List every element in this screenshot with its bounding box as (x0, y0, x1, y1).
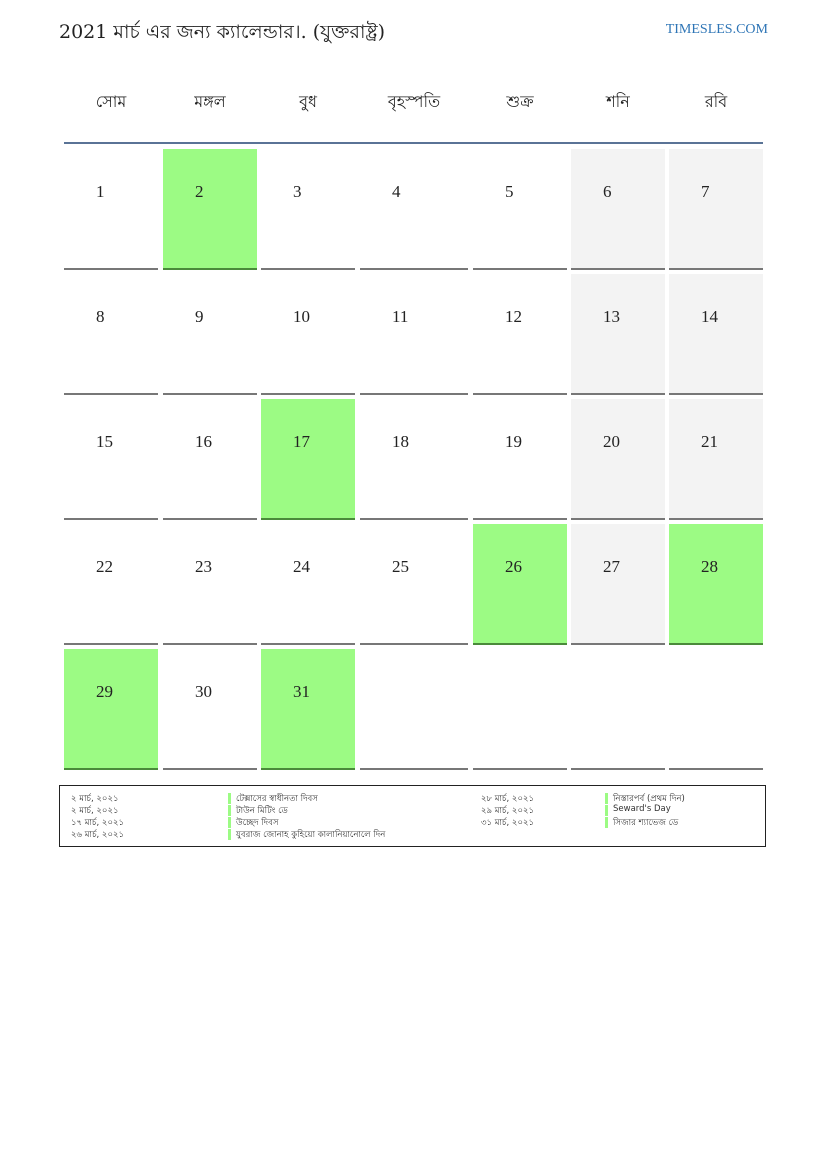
day-number: 25 (392, 557, 409, 576)
day-number: 19 (505, 432, 522, 451)
empty-day-cell (473, 649, 567, 770)
day-cell[interactable] (261, 649, 355, 770)
day-number: 21 (701, 432, 718, 451)
day-cell[interactable] (571, 399, 665, 520)
holiday-marker (605, 817, 608, 828)
day-number: 6 (603, 182, 612, 201)
day-number: 17 (293, 432, 310, 451)
day-cell[interactable] (261, 524, 355, 645)
day-number: 2 (195, 182, 204, 201)
day-cell[interactable] (571, 524, 665, 645)
day-number: 9 (195, 307, 204, 326)
holiday-name: টাউন মিটিং ডে (236, 806, 288, 816)
day-number: 5 (505, 182, 514, 201)
holiday-date: ২৮ মার্চ, ২০২১ (481, 794, 535, 804)
weekday-label: মঙ্গল (194, 92, 226, 111)
day-number: 1 (96, 182, 105, 201)
day-cell[interactable] (64, 149, 158, 270)
holiday-date: ২ মার্চ, ২০২১ (71, 794, 119, 804)
holiday-date: ২৯ মার্চ, ২০২১ (481, 806, 535, 816)
day-number: 4 (392, 182, 401, 201)
holiday-name: উচ্ছেদ দিবস (236, 818, 279, 828)
day-cell[interactable] (473, 149, 567, 270)
day-number: 16 (195, 432, 212, 451)
day-number: 30 (195, 682, 212, 701)
holiday-date: ২৬ মার্চ, ২০২১ (71, 830, 125, 840)
weekday-label: বুধ (299, 92, 317, 111)
day-number: 31 (293, 682, 310, 701)
day-number: 26 (505, 557, 522, 576)
day-cell[interactable] (163, 649, 257, 770)
day-number: 13 (603, 307, 620, 326)
day-number: 10 (293, 307, 310, 326)
day-number: 20 (603, 432, 620, 451)
weekday-label: শনি (606, 92, 630, 111)
day-cell[interactable] (261, 399, 355, 520)
day-cell[interactable] (261, 149, 355, 270)
day-number: 22 (96, 557, 113, 576)
day-number: 23 (195, 557, 212, 576)
site-link[interactable]: TIMESLES.COM (665, 22, 768, 37)
holiday-date: ২ মার্চ, ২০২১ (71, 806, 119, 816)
day-cell[interactable] (669, 399, 763, 520)
day-cell[interactable] (163, 274, 257, 395)
day-cell[interactable] (64, 274, 158, 395)
day-number: 14 (701, 307, 718, 326)
holiday-name: যুবরাজ জোনাহ কুহিয়ো কালানিয়ানোলে দিন (236, 830, 386, 840)
day-cell[interactable] (64, 399, 158, 520)
day-cell[interactable] (669, 524, 763, 645)
holiday-name: Seward's Day (613, 804, 671, 814)
weekday-label: রবি (704, 92, 728, 111)
day-cell[interactable] (360, 149, 468, 270)
day-number: 8 (96, 307, 105, 326)
day-cell[interactable] (571, 149, 665, 270)
weekday-header-row (64, 80, 763, 124)
day-number: 18 (392, 432, 409, 451)
day-cell[interactable] (360, 274, 468, 395)
day-cell[interactable] (669, 274, 763, 395)
day-cell[interactable] (163, 524, 257, 645)
day-number: 15 (96, 432, 113, 451)
holiday-name: টেক্সাসের স্বাধীনতা দিবস (236, 794, 318, 804)
day-cell[interactable] (360, 399, 468, 520)
holiday-marker (605, 793, 608, 804)
holiday-marker (228, 817, 231, 828)
day-cell[interactable] (261, 274, 355, 395)
holiday-marker (228, 805, 231, 816)
weekday-label: সোম (95, 92, 127, 111)
day-number: 3 (293, 182, 302, 201)
header-divider (64, 142, 763, 144)
day-cell[interactable] (163, 149, 257, 270)
day-number: 27 (603, 557, 620, 576)
day-number: 24 (293, 557, 310, 576)
day-cell[interactable] (473, 274, 567, 395)
day-cell[interactable] (473, 399, 567, 520)
day-cell[interactable] (669, 149, 763, 270)
day-cell[interactable] (64, 524, 158, 645)
holiday-marker (228, 829, 231, 840)
holiday-marker (228, 793, 231, 804)
empty-day-cell (360, 649, 468, 770)
holiday-date: ৩১ মার্চ, ২০২১ (481, 818, 535, 828)
day-cell[interactable] (163, 399, 257, 520)
day-number: 28 (701, 557, 718, 576)
empty-day-cell (669, 649, 763, 770)
day-number: 11 (392, 307, 409, 326)
day-cell[interactable] (473, 524, 567, 645)
page-title: 2021 মার্চ এর জন্য ক্যালেন্ডার।. (যুক্তরাষ্ট্র) (59, 21, 385, 43)
day-cell[interactable] (571, 274, 665, 395)
day-cell[interactable] (64, 649, 158, 770)
holiday-marker (605, 805, 608, 816)
day-number: 7 (701, 182, 710, 201)
weekday-label: শুক্র (506, 92, 534, 111)
day-number: 29 (96, 682, 113, 701)
empty-day-cell (571, 649, 665, 770)
weekday-label: বৃহস্পতি (387, 92, 441, 111)
holiday-name: নিস্তারপর্ব (প্রথম দিন) (613, 794, 685, 804)
day-number: 12 (505, 307, 522, 326)
day-cell[interactable] (360, 524, 468, 645)
holiday-name: সিজার শ্যাভেজ ডে (613, 818, 679, 828)
holiday-date: ১৭ মার্চ, ২০২১ (71, 818, 125, 828)
holiday-legend (59, 785, 766, 847)
